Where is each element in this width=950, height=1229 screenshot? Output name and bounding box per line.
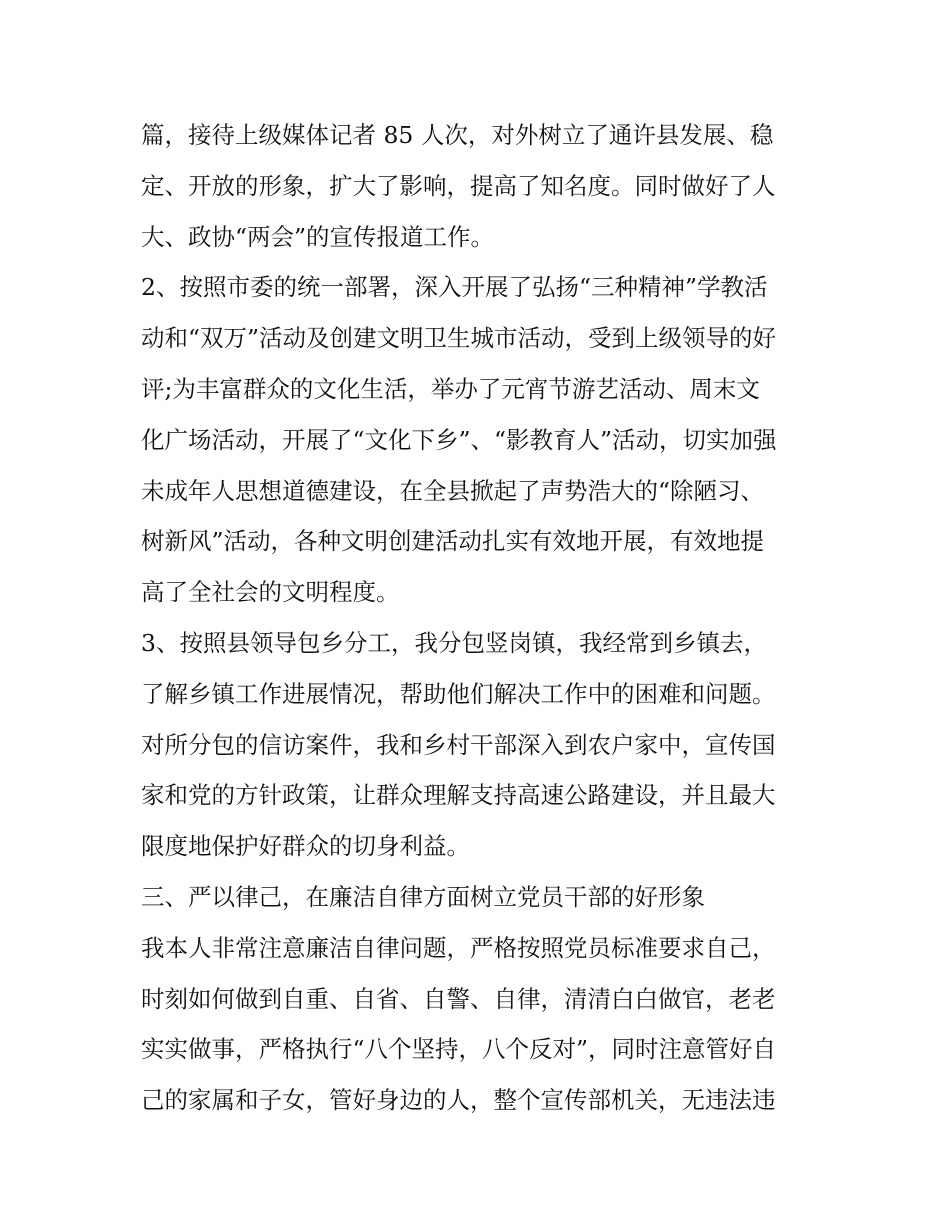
text-line: 篇，接待上级媒体记者 85 人次，对外树立了通许县发展、稳 xyxy=(141,121,774,149)
text-line: 定、开放的形象，扩大了影响，提高了知名度。同时做好了人 xyxy=(141,171,776,200)
text-line: 高了全社会的文明程度。 xyxy=(141,578,400,607)
text-line: 评;为丰富群众的文化生活，举办了元宵节游艺活动、周末文 xyxy=(141,374,760,403)
document-body xyxy=(141,110,821,1126)
text-line: 家和党的方针政策，让群众理解支持高速公路建设，并且最大 xyxy=(141,781,776,810)
text-line: 实实做事，严格执行“八个坚持，八个反对”，同时注意管好自 xyxy=(141,1035,777,1064)
text-line: 树新风”活动，各种文明创建活动扎实有效地开展，有效地提 xyxy=(141,527,765,556)
text-line: 大、政协“两会”的宣传报道工作。 xyxy=(141,222,495,251)
text-line: 2、按照市委的统一部署，深入开展了弘扬“三种精神”学教活 xyxy=(141,273,768,302)
text-line: 限度地保护好群众的切身利益。 xyxy=(141,832,470,861)
text-line: 动和“双万”活动及创建文明卫生城市活动，受到上级领导的好 xyxy=(141,324,777,353)
section-heading: 三、严以律己，在廉洁自律方面树立党员干部的好形象 xyxy=(141,882,705,911)
text-line: 己的家属和子女，管好身边的人，整个宣传部机关，无违法违 xyxy=(141,1086,776,1115)
text-line: 化广场活动，开展了“文化下乡”、“影教育人”活动，切实加强 xyxy=(141,425,777,454)
text-line: 未成年人思想道德建设，在全县掀起了声势浩大的“除陋习、 xyxy=(141,476,765,505)
text-line: 3、按照县领导包乡分工，我分包竖岗镇，我经常到乡镇去， xyxy=(141,628,767,657)
text-line: 对所分包的信访案件，我和乡村干部深入到农户家中，宣传国 xyxy=(141,730,776,759)
text-line: 时刻如何做到自重、自省、自警、自律，清清白白做官，老老 xyxy=(141,984,776,1013)
text-line: 了解乡镇工作进展情况，帮助他们解决工作中的困难和问题。 xyxy=(141,679,776,708)
text-line: 我本人非常注意廉洁自律问题，严格按照党员标准要求自己， xyxy=(141,933,776,962)
